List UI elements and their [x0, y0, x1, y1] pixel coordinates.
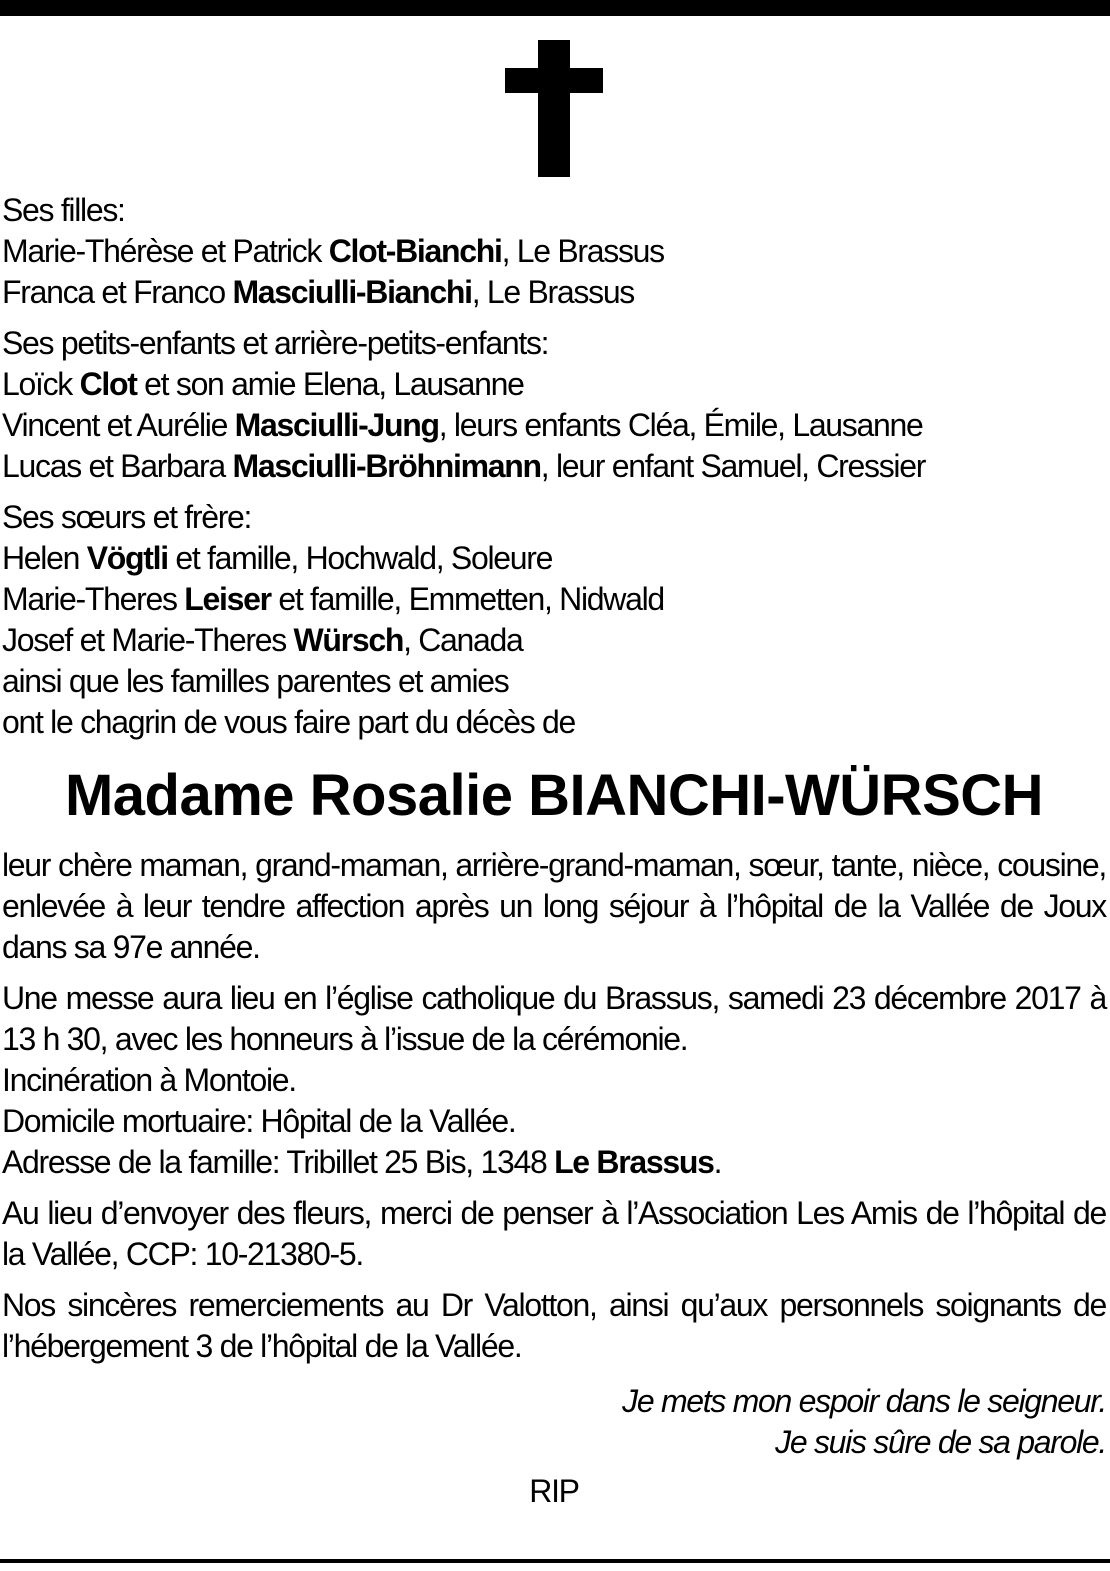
family-place: et famille, Hochwald, Soleure — [167, 540, 553, 576]
grandchildren-heading: Ses petits-enfants et arrière-petits-enfants: — [2, 325, 549, 361]
family-line — [2, 231, 1106, 272]
family-line — [2, 446, 1106, 487]
family-surname: Leiser — [184, 581, 271, 617]
cross-horizontal-bar — [505, 68, 603, 93]
family-surname: Vögtli — [86, 540, 168, 576]
family-surname: Clot-Bianchi — [328, 233, 502, 269]
ceremony-section — [2, 978, 1106, 1183]
bottom-rule — [0, 1559, 1110, 1563]
mass-paragraph: Une messe aura lieu en l’église catholique du Brassus, samedi 23 décembre 2017 à 13 h 30, avec les honneurs à l’issue de la cérémonie. — [2, 980, 1106, 1057]
address-period: . — [713, 1144, 722, 1180]
rip-text: RIP — [529, 1473, 579, 1509]
family-place: , leurs enfants Cléa, Émile, Lausanne — [438, 407, 923, 443]
relatives-line: ainsi que les familles parentes et amies — [2, 663, 509, 699]
grandchildren-section — [2, 323, 1106, 487]
family-surname: Clot — [79, 366, 137, 402]
family-surname: Masciulli-Jung — [234, 407, 439, 443]
family-surname: Masciulli-Bianchi — [232, 274, 472, 310]
family-place: , Canada — [403, 622, 523, 658]
family-line — [2, 579, 1106, 620]
address-locality: Le Brassus — [554, 1144, 714, 1180]
family-place: et son amie Elena, Lausanne — [136, 366, 524, 402]
family-place: , Le Brassus — [471, 274, 635, 310]
siblings-heading: Ses sœurs et frère: — [2, 499, 252, 535]
siblings-section — [2, 497, 1106, 743]
family-given-names: Loïck — [2, 366, 80, 402]
family-address-line — [2, 1142, 1106, 1183]
family-given-names: Marie-Thérèse et Patrick — [2, 233, 329, 269]
family-given-names: Helen — [2, 540, 87, 576]
family-surname: Masciulli-Bröhnimann — [232, 448, 541, 484]
incineration-line: Incinération à Montoie. — [2, 1062, 296, 1098]
quote-line-2: Je suis sûre de sa parole. — [775, 1424, 1106, 1460]
family-line — [2, 620, 1106, 661]
family-given-names: Marie-Theres — [2, 581, 185, 617]
daughters-heading: Ses filles: — [2, 192, 125, 228]
quote-line-1: Je mets mon espoir dans le seigneur. — [622, 1383, 1106, 1419]
family-given-names: Lucas et Barbara — [2, 448, 233, 484]
top-rule — [0, 0, 1110, 16]
family-place: et famille, Emmetten, Nidwald — [270, 581, 664, 617]
scripture-quote — [2, 1381, 1106, 1463]
deceased-name: Madame Rosalie BIANCHI-WÜRSCH — [64, 763, 1044, 828]
domicile-line: Domicile mortuaire: Hôpital de la Vallée. — [2, 1103, 516, 1139]
description-paragraph: leur chère maman, grand-maman, arrière-grand-maman, sœur, tante, nièce, cousine, enlevée à leur tendre affection après un long séjour à l’hôpital de la Vallée de Joux dans sa 97e année. — [2, 847, 1106, 965]
family-line — [2, 538, 1106, 579]
obituary-text — [2, 190, 1106, 1512]
family-line — [2, 272, 1106, 313]
family-surname: Würsch — [293, 622, 404, 658]
daughters-section — [2, 190, 1106, 313]
family-given-names: Vincent et Aurélie — [2, 407, 235, 443]
family-place: , Le Brassus — [501, 233, 664, 269]
family-place: , leur enfant Samuel, Cressier — [540, 448, 926, 484]
address-text: Adresse de la famille: Tribillet 25 Bis, 1348 — [2, 1144, 555, 1180]
family-given-names: Josef et Marie-Theres — [2, 622, 294, 658]
family-given-names: Franca et Franco — [2, 274, 233, 310]
flowers-paragraph: Au lieu d’envoyer des fleurs, merci de penser à l’Association Les Amis de l’hôpital de la Vallée, CCP: 10-21380-5. — [2, 1195, 1106, 1272]
family-line — [2, 364, 1106, 405]
family-line — [2, 405, 1106, 446]
announcement-line: ont le chagrin de vous faire part du décès de — [2, 704, 576, 740]
thanks-paragraph: Nos sincères remerciements au Dr Valotton, ainsi qu’aux personnels soignants de l’hébergement 3 de l’hôpital de la Vallée. — [2, 1287, 1106, 1364]
cross-vertical-bar — [538, 40, 570, 177]
